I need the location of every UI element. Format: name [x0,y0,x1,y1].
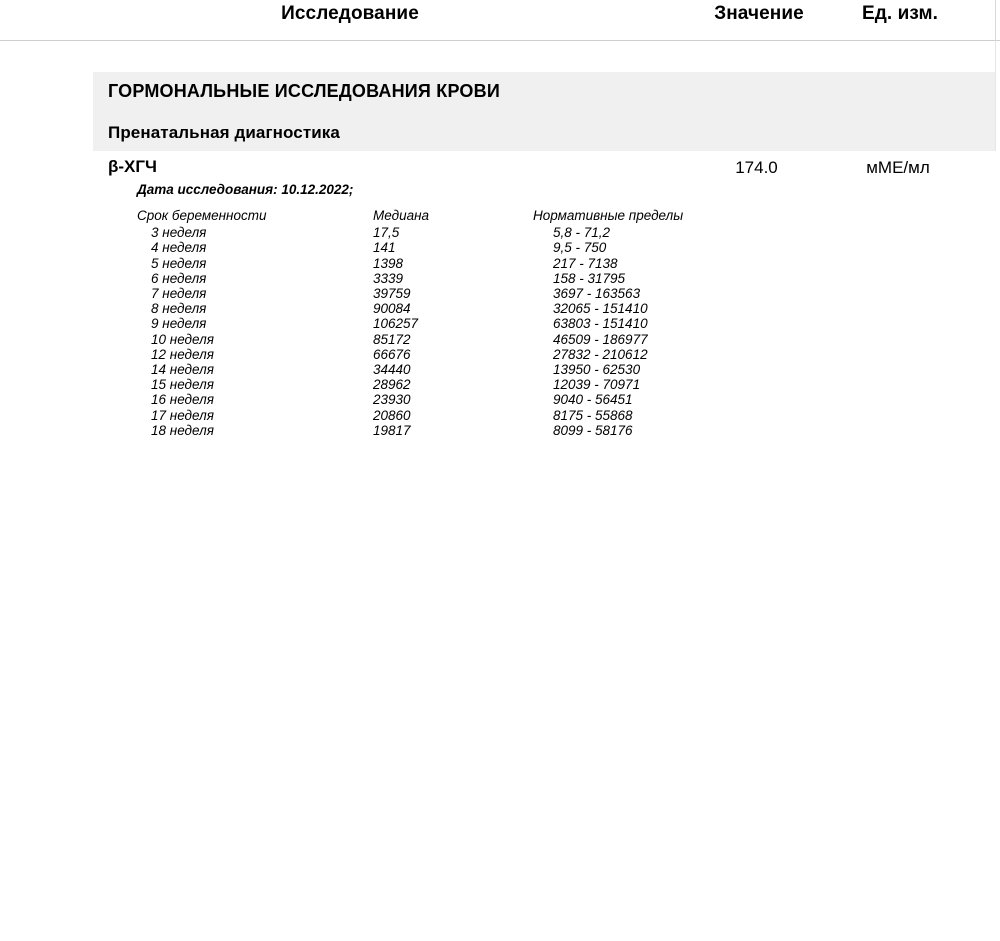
reference-cell-median: 90084 [373,301,411,317]
reference-cell-limits: 13950 - 62530 [553,362,641,378]
reference-cell-limits: 3697 - 163563 [553,286,641,302]
reference-row [137,240,713,255]
reference-cell-limits: 32065 - 151410 [553,301,648,317]
reference-cell-median: 17,5 [373,225,400,241]
reference-cell-term: 17 неделя [151,407,214,423]
header-divider [0,40,1000,41]
reference-cell-median: 20860 [373,407,411,423]
reference-cell-median: 141 [373,240,396,256]
reference-cell-limits: 46509 - 186977 [553,331,648,347]
reference-cell-median: 39759 [373,286,411,302]
reference-cell-limits: 12039 - 70971 [553,377,641,393]
reference-cell-term: 5 неделя [151,255,207,271]
reference-cell-term: 18 неделя [151,422,214,438]
reference-cell-term: 15 неделя [151,377,214,393]
reference-row [137,225,713,240]
reference-cell-limits: 63803 - 151410 [553,316,648,332]
reference-row [137,362,713,377]
reference-row [137,347,713,362]
reference-cell-limits: 9040 - 56451 [553,392,633,408]
reference-row [137,301,713,316]
reference-cell-median: 23930 [373,392,411,408]
reference-cell-term: 12 неделя [151,346,214,362]
reference-row [137,286,713,301]
column-header-study: Исследование [281,3,419,24]
reference-cell-median: 85172 [373,331,411,347]
group-title: ГОРМОНАЛЬНЫЕ ИССЛЕДОВАНИЯ КРОВИ [108,81,500,101]
reference-header-row [137,208,713,225]
reference-cell-median: 3339 [373,270,404,286]
analyte-name: β-ХГЧ [108,157,157,176]
reference-cell-limits: 158 - 31795 [553,270,626,286]
reference-row [137,316,713,331]
reference-header-term: Срок беременности [137,208,267,223]
reference-cell-limits: 217 - 7138 [553,255,618,271]
reference-cell-limits: 27832 - 210612 [553,346,648,362]
analysis-date-note: Дата исследования: 10.12.2022; [137,182,354,197]
reference-cell-limits: 8175 - 55868 [553,407,633,423]
reference-table-body [137,225,713,438]
reference-row [137,271,713,286]
column-header-unit: Ед. изм. [861,3,939,24]
column-header-value: Значение [714,3,804,24]
reference-cell-term: 14 неделя [151,362,214,378]
right-column-divider-lower [995,41,996,151]
reference-cell-term: 16 неделя [151,392,214,408]
reference-row [137,408,713,423]
group-subtitle: Пренатальная диагностика [108,123,340,142]
reference-row [137,332,713,347]
reference-interval-table [137,208,713,438]
reference-header-median: Медиана [373,208,430,223]
reference-cell-term: 10 неделя [151,331,214,347]
reference-cell-term: 9 неделя [151,316,207,332]
reference-cell-median: 106257 [373,316,419,332]
reference-header-limits: Нормативные пределы [533,208,684,223]
reference-cell-term: 3 неделя [151,225,207,241]
reference-cell-limits: 8099 - 58176 [553,422,633,438]
reference-row [137,392,713,407]
reference-cell-term: 4 неделя [151,240,207,256]
results-table-header [0,0,1000,40]
reference-cell-median: 1398 [373,255,404,271]
reference-cell-median: 66676 [373,346,411,362]
reference-cell-median: 28962 [373,377,411,393]
reference-cell-term: 6 неделя [151,270,207,286]
reference-cell-median: 19817 [373,422,411,438]
reference-cell-limits: 5,8 - 71,2 [553,225,611,241]
analyte-unit: мМЕ/мл [866,158,930,177]
reference-row [137,423,713,438]
reference-cell-limits: 9,5 - 750 [553,240,607,256]
reference-cell-term: 7 неделя [151,286,207,302]
right-column-divider [995,0,996,41]
reference-row [137,377,713,392]
reference-cell-median: 34440 [373,362,411,378]
result-row [0,157,1000,183]
reference-row [137,256,713,271]
reference-cell-term: 8 неделя [151,301,207,317]
analyte-value: 174.0 [735,158,778,177]
